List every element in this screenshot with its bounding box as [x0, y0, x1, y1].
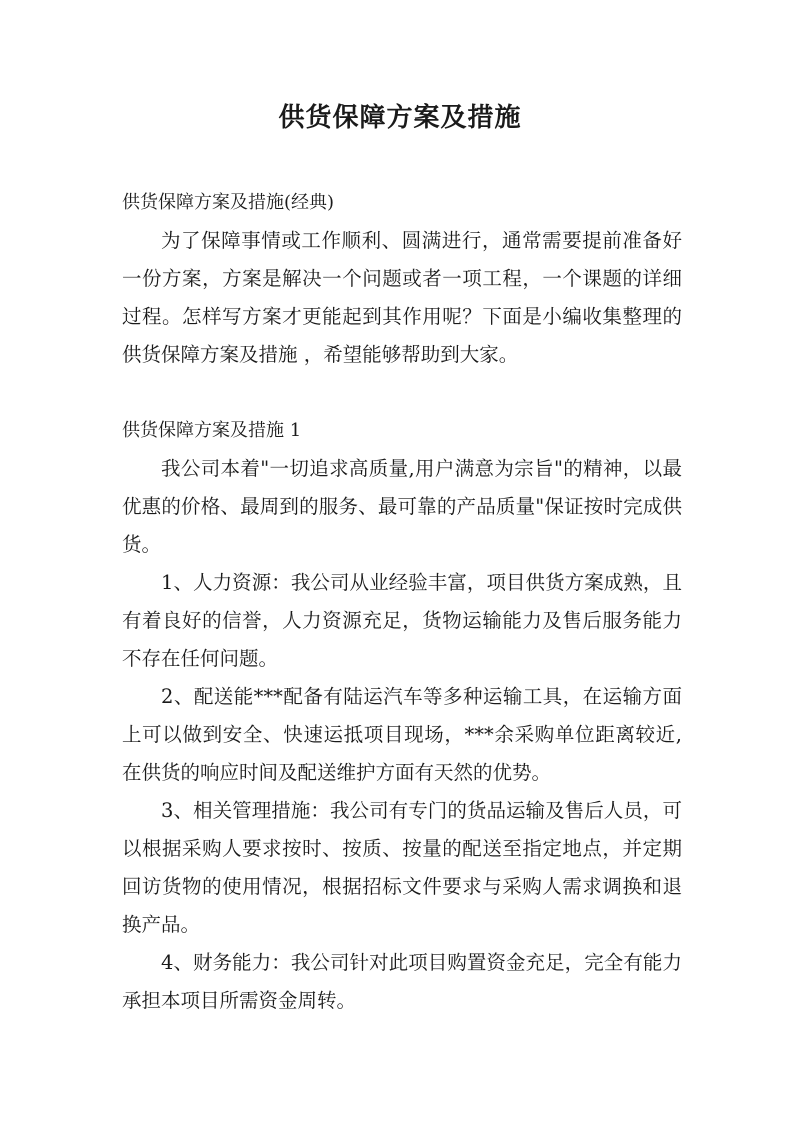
section1-paragraph-finance: 4、财务能力：我公司针对此项目购置资金充足，完全有能力承担本项目所需资金周转。 — [122, 951, 682, 1012]
section-spacer — [122, 374, 682, 412]
document-title: 供货保障方案及措施 — [278, 103, 522, 133]
section1-paragraph-human-resources: 1、人力资源：我公司从业经验丰富，项目供货方案成熟，且有着良好的信誉，人力资源充足，货物运输能力及售后服务能力不存在任何问题。 — [122, 571, 682, 670]
section1-paragraph-delivery: 2、配送能***配备有陆运汽车等多种运输工具，在运输方面上可以做到安全、快速运抵项目现场，***余采购单位距离较近,在供货的响应时间及配送维护方面有天然的优势。 — [122, 685, 682, 784]
intro-paragraph: 为了保障事情或工作顺利、圆满进行，通常需要提前准备好一份方案，方案是解决一个问题或者一项工程，一个课题的详细过程。怎样写方案才更能起到其作用呢？下面是小编收集整理的供货保障方案及措施 ，希望能够帮助到大家。 — [122, 229, 682, 366]
section1-paragraph-management: 3、相关管理措施：我公司有专门的货品运输及售后人员，可以根据采购人要求按时、按质、按量的配送至指定地点，并定期回访货物的使用情况，根据招标文件要求与采购人需求调换和退换产品。 — [122, 799, 682, 936]
intro-heading: 供货保障方案及措施(经典) — [122, 192, 335, 213]
section1-heading: 供货保障方案及措施 1 — [122, 420, 302, 441]
section1-paragraph-commitment: 我公司本着"一切追求高质量,用户满意为宗旨"的精神，以最优惠的价格、最周到的服务、最可靠的产品质量"保证按时完成供货。 — [122, 457, 682, 556]
document-body — [122, 184, 682, 1020]
